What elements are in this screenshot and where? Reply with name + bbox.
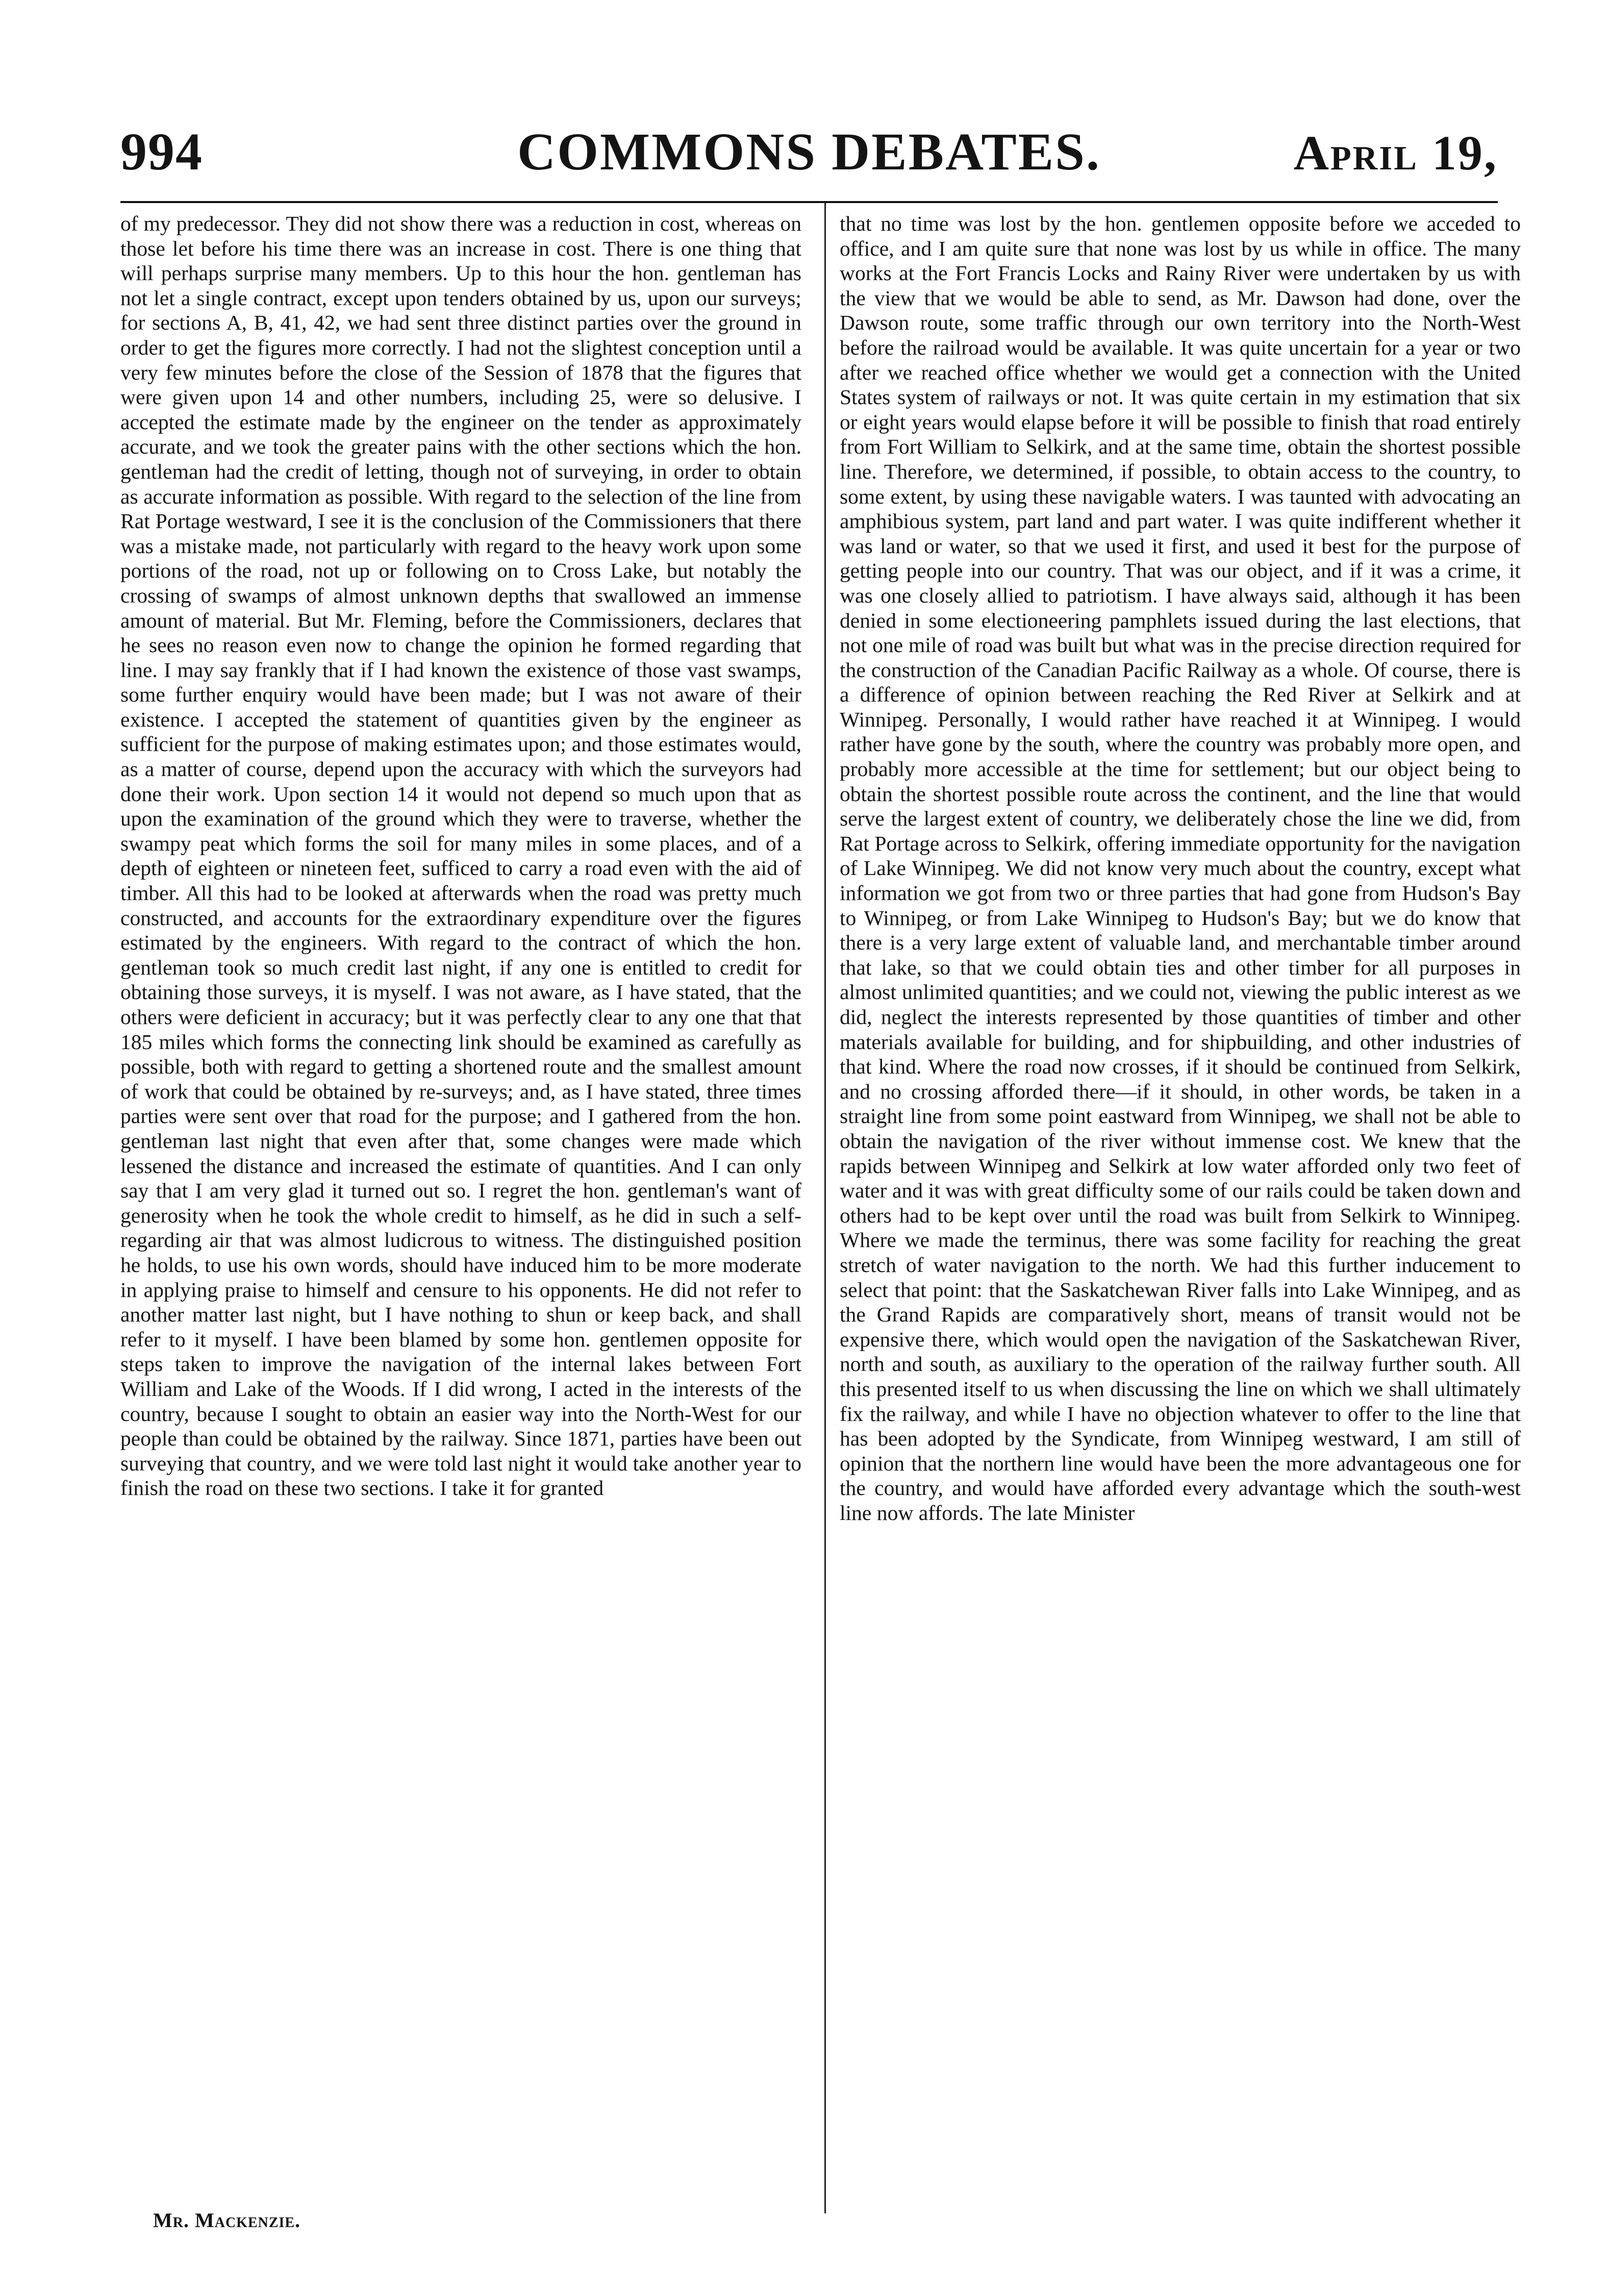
speaker-name: Mr. Mackenzie.	[153, 2209, 301, 2232]
right-column	[840, 211, 1521, 1525]
left-column-text: of my predecessor. They did not show there was a reduction in cost, whereas on those let before his time there was an increase in cost. There is one thing that will perhaps surprise many members. Up to this hour the hon. gentleman has not let a single contract, except upon tenders obtained by us, upon our surveys; for sections A, B, 41, 42, we had sent three distinct parties over the ground in order to get the figures more correctly. I had not the slightest conception until a very few minutes before the close of the Session of 1878 that the figures that were given upon 14 and other numbers, including 25, were so delusive. I accepted the estimate made by the engineer on the tender as approximately accurate, and we took the greater pains with the other sections which the hon. gentleman had the credit of letting, though not of surveying, in order to obtain as accurate information as possible. With regard to the selection of the line from Rat Portage westward, I see it is the conclusion of the Commissioners that there was a mistake made, not particularly with regard to the heavy work upon some portions of the road, not up or following on to Cross Lake, but notably the crossing of swamps of almost unknown depths that swallowed an immense amount of material. But Mr. Fleming, before the Commissioners, declares that he sees no reason even now to change the opinion he formed regarding that line. I may say frankly that if I had known the existence of those vast swamps, some further enquiry would have been made; but I was not aware of their existence. I accepted the statement of quantities given by the engineer as sufficient for the purpose of making estimates upon; and those estimates would, as a matter of course, depend upon the accuracy with which the surveyors had done their work. Upon section 14 it would not depend so much upon that as upon the examination of the ground which they were to traverse, whether the swampy peat which forms the soil for many miles in some places, and of a depth of eighteen or nineteen feet, sufficed to carry a road even with the aid of timber. All this had to be looked at afterwards when the road was pretty much constructed, and accounts for the extraordinary expenditure over the figures estimated by the engineers. With regard to the contract of which the hon. gentleman took so much credit last night, if any one is entitled to credit for obtaining those surveys, it is myself. I was not aware, as I have stated, that the others were deficient in accuracy; but it was perfectly clear to any one that that 185 miles which forms the connecting link should be examined as carefully as possible, both with regard to getting a shortened route and the smallest amount of work that could be obtained by re-surveys; and, as I have stated, three times parties were sent over that road for the purpose; and I gathered from the hon. gentleman last night that even after that, some changes were made which lessened the distance and increased the estimate of quantities. And I can only say that I am very glad it turned out so. I regret the hon. gentleman's want of generosity when he took the whole credit to himself, as he did in such a self-regarding air that was almost ludicrous to witness. The distinguished position he holds, to use his own words, should have induced him to be more moderate in applying praise to himself and censure to his opponents. He did not refer to another matter last night, but I have nothing to shun or keep back, and shall refer to it myself. I have been blamed by some hon. gentlemen opposite for steps taken to improve the navigation of the internal lakes between Fort William and Lake of the Woods. If I did wrong, I acted in the interests of the country, because I sought to obtain an easier way into the North-West for our people than could be obtained by the railway. Since 1871, parties have been out surveying that country, and we were told last night it would take another year to finish the road on these two sections. I take it for granted	[120, 212, 801, 1500]
header-rule	[120, 201, 1498, 203]
page-number: 994	[120, 122, 203, 181]
column-divider	[824, 203, 826, 2213]
journal-title: COMMONS DEBATES.	[517, 122, 1101, 181]
left-column	[120, 211, 801, 1501]
page-header	[120, 121, 1498, 188]
right-column-text: that no time was lost by the hon. gentlemen opposite before we acceded to office, and I am quite sure that none was lost by us while in office. The many works at the Fort Francis Locks and Rainy River were undertaken by us with the view that we would be able to send, as Mr. Dawson had done, over the Dawson route, some traffic through our own territory into the North-West before the railroad would be available. It was quite uncertain for a year or two after we reached office whether we would get a connection with the United States system of railways or not. It was quite certain in my estimation that six or eight years would elapse before it will be possible to finish that road entirely from Fort William to Selkirk, and at the same time, obtain the shortest possible line. Therefore, we determined, if possible, to obtain access to the country, to some extent, by using these navigable waters. I was taunted with advocating an amphibious system, part land and part water. I was quite indifferent whether it was land or water, so that we used it first, and used it best for the purpose of getting people into our country. That was our object, and if it was a crime, it was one closely allied to patriotism. I have always said, although it has been denied in some electioneering pamphlets issued during the last elections, that not one mile of road was built but what was in the precise direction required for the construction of the Canadian Pacific Railway as a whole. Of course, there is a difference of opinion between reaching the Red River at Selkirk and at Winnipeg. Personally, I would rather have reached it at Winnipeg. I would rather have gone by the south, where the country was probably more open, and probably more accessible at the time for settlement; but our object being to obtain the shortest possible route across the continent, and the line that would serve the largest extent of country, we deliberately chose the line we did, from Rat Portage across to Selkirk, offering immediate opportunity for the navigation of Lake Winnipeg. We did not know very much about the country, except what information we got from two or three parties that had gone from Hudson's Bay to Winnipeg, or from Lake Winnipeg to Hudson's Bay; but we do know that there is a very large extent of valuable land, and merchantable timber around that lake, so that we could obtain ties and other timber for all purposes in almost unlimited quantities; and we could not, viewing the public interest as we did, neglect the interests represented by those quantities of timber and other materials available for building, and for shipbuilding, and other industries of that kind. Where the road now crosses, if it should be continued from Selkirk, and no crossing afforded there—if it should, in other words, be taken in a straight line from some point eastward from Winnipeg, we shall not be able to obtain the navigation of the river without immense cost. We knew that the rapids between Winnipeg and Selkirk at low water afforded only two feet of water and it was with great difficulty some of our rails could be taken down and others had to be kept over until the road was built from Selkirk to Winnipeg. Where we made the terminus, there was some facility for reaching the great stretch of water navigation to the north. We had this further inducement to select that point: that the Saskatchewan River falls into Lake Winnipeg, and as the Grand Rapids are comparatively short, means of transit would not be expensive there, which would open the navigation of the Saskatchewan River, north and south, as auxiliary to the operation of the railway further south. All this presented itself to us when discussing the line on which we shall ultimately fix the railway, and while I have no objection whatever to offer to the line that has been adopted by the Syndicate, from Winnipeg westward, I am still of opinion that the northern line would have been the more advantageous one for the country, and would have afforded every advantage which the south-west line now affords. The late Minister	[840, 212, 1521, 1525]
page-date: April 19,	[1293, 126, 1498, 180]
